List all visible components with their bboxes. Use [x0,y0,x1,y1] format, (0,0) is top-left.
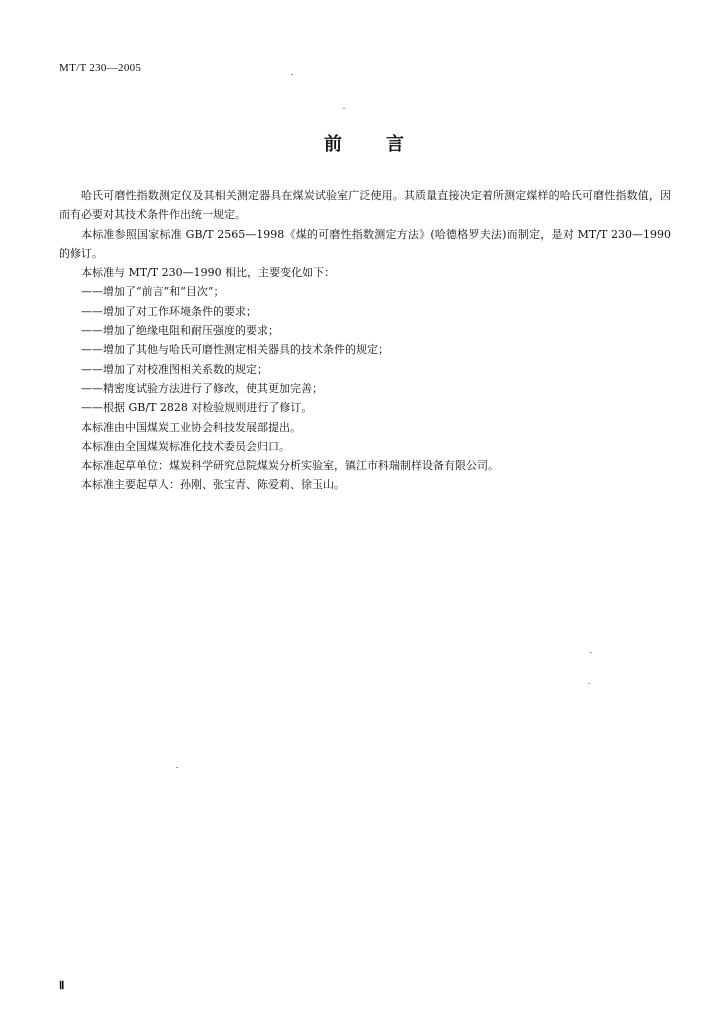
paragraph-changes-intro: 本标准与 MT/T 230—1990 相比，主要变化如下： [81,266,336,280]
scan-speck [291,74,293,75]
title-char-1: 前 [324,134,342,155]
scan-speck [590,652,592,653]
scan-speck [176,767,178,768]
paragraph-committee: 本标准由全国煤炭标准化技术委员会归口。 [81,439,290,453]
scan-speck [343,108,345,109]
change-item: ——增加了对工作环境条件的要求； [81,304,257,318]
change-item: ——精密度试验方法进行了修改，使其更加完善； [81,381,323,395]
page-title [0,130,728,156]
foreword-body [59,186,671,495]
paragraph-intro: 哈氏可磨性指数测定仪及其相关测定器具在煤炭试验室广泛使用。其质量直接决定着所测定煤样的哈氏可磨性指数值，因而有必要对其技术条件作出统一规定。 [59,189,671,222]
scan-speck [588,683,590,684]
title-char-2: 言 [386,134,404,155]
change-item: ——增加了其他与哈氏可磨性测定相关器具的技术条件的规定； [81,343,389,357]
paragraph-reference: 本标准参照国家标准 GB/T 2565—1998《煤的可磨性指数测定方法》(哈德格罗夫法)而制定，是对 MT/T 230—1990 的修订。 [59,227,671,260]
document-code: MT/T 230—2005 [59,62,142,74]
paragraph-drafting-units: 本标准起草单位：煤炭科学研究总院煤炭分析实验室，镇江市科瑞制样设备有限公司。 [81,459,499,473]
page-number: Ⅱ [59,980,65,992]
paragraph-proposer: 本标准由中国煤炭工业协会科技发展部提出。 [81,420,301,434]
change-item: ——根据 GB/T 2828 对检验规则进行了修订。 [81,401,313,415]
change-item: ——增加了“前言”和“目次”； [81,285,225,299]
paragraph-drafters: 本标准主要起草人：孙刚、张宝青、陈爱莉、徐玉山。 [81,478,345,492]
change-item: ——增加了绝缘电阻和耐压强度的要求； [81,324,279,338]
change-item: ——增加了对校准图相关系数的规定； [81,362,268,376]
